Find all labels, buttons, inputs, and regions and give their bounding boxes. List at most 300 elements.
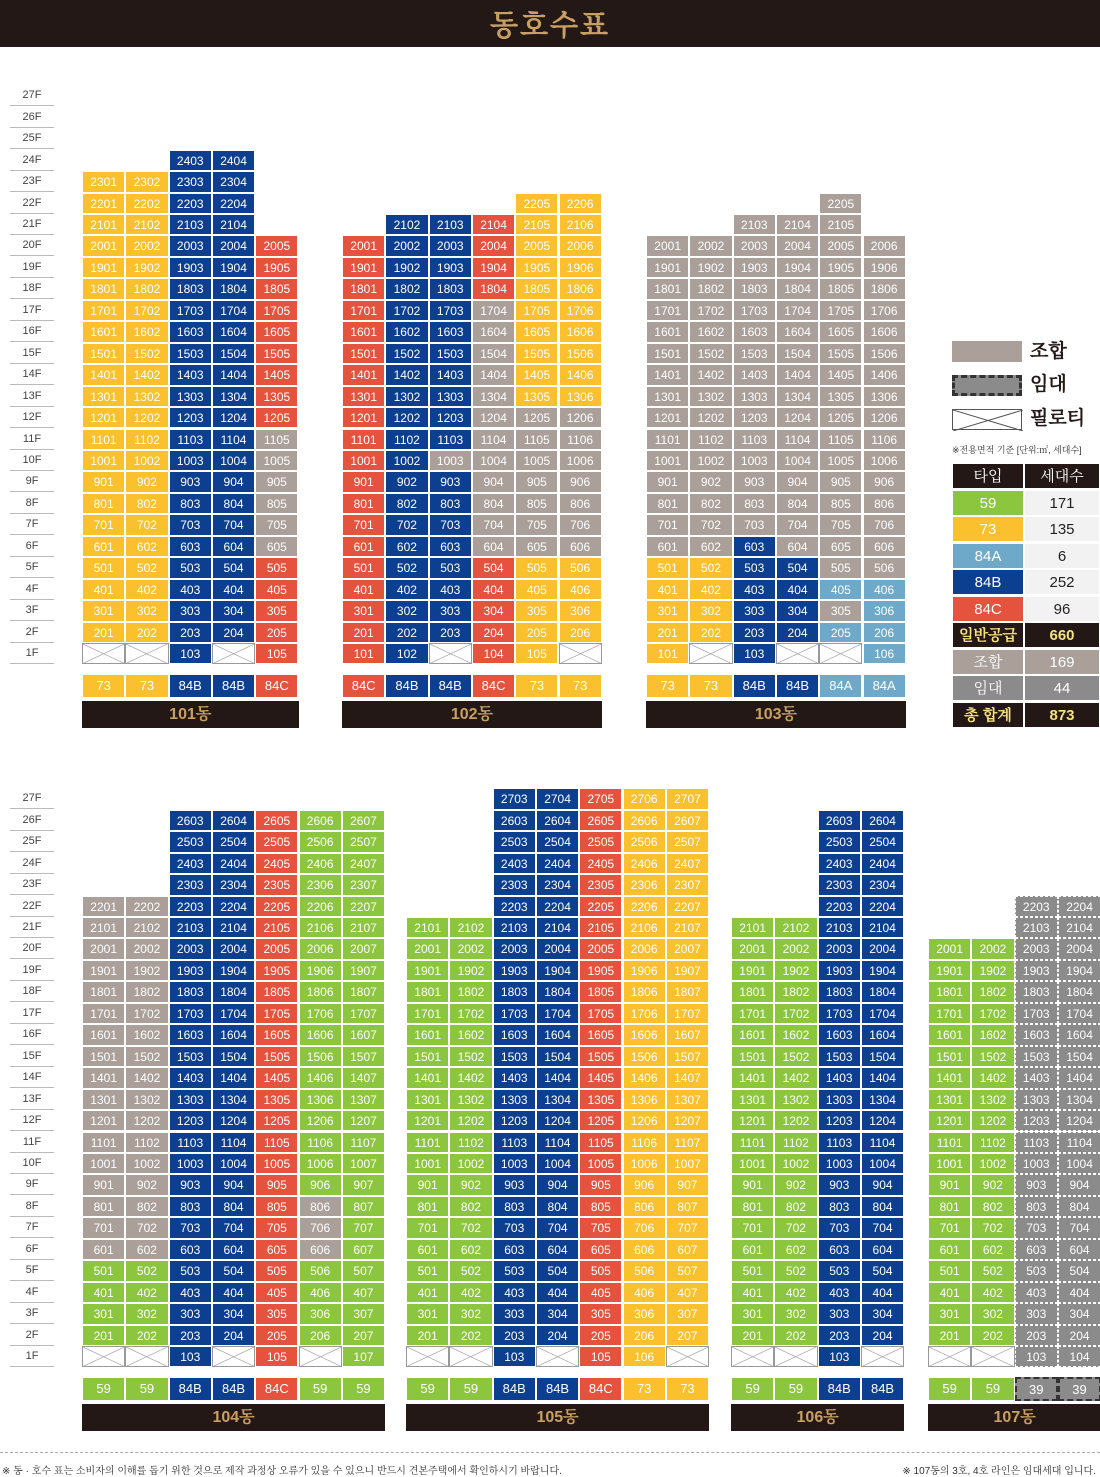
summary-count: 96 (1024, 596, 1100, 622)
unit-cell: 1405 (515, 364, 558, 385)
unit-cell: 1403 (818, 1067, 861, 1088)
unit-cell: 605 (255, 1239, 298, 1260)
unit-cell: 701 (82, 1217, 125, 1238)
unit-cell: 1706 (623, 1003, 666, 1024)
floor-label: 16F (10, 1024, 54, 1045)
unit-cell: 1301 (928, 1089, 971, 1110)
unit-cell: 701 (731, 1217, 774, 1238)
unit-cell: 2704 (536, 788, 579, 809)
unit-cell: 407 (666, 1282, 709, 1303)
unit-cell: 1406 (863, 364, 906, 385)
piloti-cell (536, 1346, 579, 1367)
unit-cell: 1202 (971, 1110, 1014, 1131)
unit-cell: 1006 (299, 1153, 342, 1174)
unit-cell: 1007 (666, 1153, 709, 1174)
unit-cell: 501 (928, 1260, 971, 1281)
unit-cell: 1803 (169, 278, 212, 299)
unit-cell: 1703 (1015, 1003, 1058, 1024)
piloti-icon (820, 644, 861, 663)
unit-cell: 1205 (255, 1110, 298, 1131)
unit-cell: 1406 (299, 1067, 342, 1088)
type-cell: 73 (646, 674, 689, 698)
summary-type: 조합 (952, 649, 1024, 675)
unit-cell: 606 (299, 1239, 342, 1260)
unit-cell: 802 (449, 1196, 492, 1217)
piloti-icon (953, 410, 1023, 431)
unit-cell: 1305 (255, 386, 298, 407)
unit-cell: 1503 (818, 1046, 861, 1067)
unit-cell: 801 (342, 493, 385, 514)
unit-cell: 607 (342, 1239, 385, 1260)
unit-cell: 1805 (515, 278, 558, 299)
unit-cell: 203 (429, 622, 472, 643)
floor-label: 1F (10, 1346, 54, 1367)
unit-cell: 1502 (385, 343, 428, 364)
unit-cell: 2404 (861, 853, 904, 874)
type-cell: 84C (472, 674, 515, 698)
unit-cell: 703 (818, 1217, 861, 1238)
unit-cell: 303 (169, 600, 212, 621)
unit-cell: 904 (861, 1174, 904, 1195)
unit-cell: 707 (666, 1217, 709, 1238)
unit-cell: 2002 (449, 938, 492, 959)
unit-cell: 1202 (125, 407, 168, 428)
unit-cell: 203 (1015, 1325, 1058, 1346)
unit-cell: 204 (861, 1325, 904, 1346)
piloti-cell (125, 643, 168, 664)
page-title: 동호수표 (489, 10, 611, 42)
unit-cell: 706 (299, 1217, 342, 1238)
unit-cell: 1902 (971, 960, 1014, 981)
unit-cell: 1501 (928, 1046, 971, 1067)
unit-cell: 304 (536, 1303, 579, 1324)
unit-cell: 803 (493, 1196, 536, 1217)
unit-cell: 2705 (579, 788, 622, 809)
unit-cell: 304 (861, 1303, 904, 1324)
unit-cell: 2104 (1058, 917, 1100, 938)
unit-cell: 1101 (82, 429, 125, 450)
unit-cell: 701 (646, 514, 689, 535)
type-cell: 73 (515, 674, 558, 698)
unit-cell: 2102 (774, 917, 817, 938)
unit-cell: 103 (818, 1346, 861, 1367)
unit-cell: 502 (125, 1260, 168, 1281)
floor-label: 20F (10, 938, 54, 959)
unit-cell: 1206 (299, 1110, 342, 1131)
unit-cell: 801 (82, 493, 125, 514)
piloti-cell (429, 643, 472, 664)
unit-cell: 2203 (169, 896, 212, 917)
floor-label: 16F (10, 321, 54, 342)
unit-cell: 1105 (255, 1132, 298, 1153)
unit-cell: 803 (1015, 1196, 1058, 1217)
unit-cell: 504 (212, 557, 255, 578)
unit-cell: 1704 (472, 300, 515, 321)
unit-cell: 1703 (733, 300, 776, 321)
unit-cell: 1102 (125, 429, 168, 450)
unit-cell: 1203 (493, 1110, 536, 1131)
unit-cell: 1601 (82, 1024, 125, 1045)
unit-cell: 503 (429, 557, 472, 578)
unit-cell: 1001 (342, 450, 385, 471)
type-cell: 84B (429, 674, 472, 698)
unit-cell: 505 (255, 1260, 298, 1281)
unit-cell: 2001 (406, 938, 449, 959)
unit-cell: 302 (385, 600, 428, 621)
unit-cell: 301 (406, 1303, 449, 1324)
floor-label: 2F (10, 1325, 54, 1346)
unit-cell: 302 (125, 1303, 168, 1324)
unit-cell: 2105 (579, 917, 622, 938)
unit-cell: 1402 (125, 364, 168, 385)
unit-cell: 702 (385, 514, 428, 535)
unit-cell: 1203 (169, 1110, 212, 1131)
building-name: 104동 (82, 1404, 385, 1431)
unit-cell: 806 (623, 1196, 666, 1217)
unit-cell: 1604 (212, 321, 255, 342)
summary-header (952, 463, 1100, 489)
unit-cell: 2204 (1058, 896, 1100, 917)
unit-cell: 1802 (971, 981, 1014, 1002)
unit-cell: 2204 (212, 193, 255, 214)
unit-cell: 903 (169, 1174, 212, 1195)
unit-cell: 303 (818, 1303, 861, 1324)
unit-cell: 1805 (255, 278, 298, 299)
unit-cell: 1104 (861, 1132, 904, 1153)
unit-cell: 902 (689, 471, 732, 492)
unit-cell: 801 (731, 1196, 774, 1217)
floor-label: 8F (10, 493, 54, 514)
unit-cell: 602 (449, 1239, 492, 1260)
unit-cell: 1602 (125, 1024, 168, 1045)
unit-cell: 703 (169, 514, 212, 535)
unit-cell: 1604 (536, 1024, 579, 1045)
unit-cell: 303 (493, 1303, 536, 1324)
unit-cell: 903 (493, 1174, 536, 1195)
type-cell: 84B (493, 1377, 536, 1401)
unit-cell: 1801 (646, 278, 689, 299)
summary-row (952, 675, 1100, 701)
unit-cell: 507 (666, 1260, 709, 1281)
unit-cell: 802 (385, 493, 428, 514)
unit-cell: 403 (493, 1282, 536, 1303)
unit-cell: 1905 (819, 257, 862, 278)
floor-label: 17F (10, 1003, 54, 1024)
unit-cell: 1002 (125, 1153, 168, 1174)
unit-cell: 1104 (472, 429, 515, 450)
unit-cell: 1404 (776, 364, 819, 385)
unit-cell: 1103 (1015, 1132, 1058, 1153)
unit-cell: 2103 (818, 917, 861, 938)
unit-cell: 1702 (689, 300, 732, 321)
unit-cell: 1606 (863, 321, 906, 342)
unit-cell: 2001 (82, 235, 125, 256)
unit-cell: 504 (776, 557, 819, 578)
unit-cell: 1802 (689, 278, 732, 299)
unit-cell: 1607 (342, 1024, 385, 1045)
unit-cell: 1302 (971, 1089, 1014, 1110)
type-cell: 73 (559, 674, 602, 698)
unit-cell: 403 (429, 579, 472, 600)
unit-cell: 1207 (342, 1110, 385, 1131)
unit-cell: 2703 (493, 788, 536, 809)
unit-cell: 206 (863, 622, 906, 643)
unit-cell: 2101 (406, 917, 449, 938)
summary-count: 44 (1024, 675, 1100, 701)
unit-cell: 1702 (971, 1003, 1014, 1024)
unit-cell: 1607 (666, 1024, 709, 1045)
unit-cell: 203 (169, 1325, 212, 1346)
unit-cell: 1304 (212, 386, 255, 407)
unit-cell: 1003 (169, 450, 212, 471)
unit-cell: 2005 (819, 235, 862, 256)
unit-cell: 603 (818, 1239, 861, 1260)
unit-cell: 904 (1058, 1174, 1100, 1195)
unit-cell: 1705 (255, 1003, 298, 1024)
type-cell: 84B (385, 674, 428, 698)
unit-cell: 705 (255, 1217, 298, 1238)
unit-cell: 207 (666, 1325, 709, 1346)
unit-cell: 701 (928, 1217, 971, 1238)
unit-cell: 2405 (255, 853, 298, 874)
floor-label: 22F (10, 193, 54, 214)
unit-cell: 1502 (689, 343, 732, 364)
unit-cell: 205 (255, 622, 298, 643)
unit-cell: 605 (579, 1239, 622, 1260)
unit-cell: 2105 (515, 214, 558, 235)
unit-cell: 1804 (212, 981, 255, 1002)
unit-cell: 602 (774, 1239, 817, 1260)
unit-cell: 1102 (385, 429, 428, 450)
unit-cell: 1302 (125, 1089, 168, 1110)
unit-cell: 701 (406, 1217, 449, 1238)
floor-label: 5F (10, 1260, 54, 1281)
summary-type: 73 (952, 516, 1024, 542)
unit-cell: 1403 (1015, 1067, 1058, 1088)
unit-cell: 206 (299, 1325, 342, 1346)
unit-cell: 2201 (82, 896, 125, 917)
unit-cell: 2604 (212, 810, 255, 831)
unit-cell: 2006 (299, 938, 342, 959)
unit-cell: 1203 (733, 407, 776, 428)
unit-cell: 1905 (255, 960, 298, 981)
unit-cell: 307 (666, 1303, 709, 1324)
unit-cell: 1906 (559, 257, 602, 278)
unit-cell: 1903 (1015, 960, 1058, 981)
floor-label: 10F (10, 450, 54, 471)
unit-cell: 504 (536, 1260, 579, 1281)
unit-cell: 1404 (212, 364, 255, 385)
unit-cell: 2503 (169, 831, 212, 852)
unit-cell: 903 (818, 1174, 861, 1195)
unit-cell: 207 (342, 1325, 385, 1346)
unit-cell: 706 (863, 514, 906, 535)
unit-cell: 804 (776, 493, 819, 514)
unit-cell: 306 (299, 1303, 342, 1324)
unit-cell: 1201 (82, 1110, 125, 1131)
unit-cell: 2005 (579, 938, 622, 959)
piloti-icon (83, 644, 124, 663)
unit-cell: 202 (385, 622, 428, 643)
piloti-cell (82, 1346, 125, 1367)
unit-cell: 803 (733, 493, 776, 514)
piloti-icon (777, 644, 818, 663)
unit-cell: 1102 (449, 1132, 492, 1153)
unit-cell: 1104 (776, 429, 819, 450)
unit-cell: 805 (579, 1196, 622, 1217)
unit-cell: 402 (125, 1282, 168, 1303)
unit-cell: 2205 (515, 193, 558, 214)
piloti-icon (300, 1347, 341, 1366)
summary-count: 873 (1024, 702, 1100, 728)
unit-cell: 1202 (689, 407, 732, 428)
unit-cell: 304 (472, 600, 515, 621)
piloti-cell (689, 643, 732, 664)
type-cell: 59 (82, 1377, 125, 1401)
unit-cell: 302 (689, 600, 732, 621)
unit-cell: 1004 (861, 1153, 904, 1174)
unit-cell: 2503 (818, 831, 861, 852)
unit-cell: 1306 (559, 386, 602, 407)
unit-cell: 1402 (689, 364, 732, 385)
unit-cell: 301 (82, 600, 125, 621)
unit-cell: 2003 (1015, 938, 1058, 959)
unit-cell: 502 (385, 557, 428, 578)
unit-cell: 803 (169, 1196, 212, 1217)
unit-cell: 1103 (429, 429, 472, 450)
unit-cell: 2204 (212, 896, 255, 917)
unit-cell: 1904 (536, 960, 579, 981)
unit-cell: 1602 (774, 1024, 817, 1045)
unit-cell: 1905 (579, 960, 622, 981)
summary-count: 6 (1024, 543, 1100, 569)
unit-cell: 2002 (125, 938, 168, 959)
unit-cell: 305 (579, 1303, 622, 1324)
unit-cell: 1206 (559, 407, 602, 428)
unit-cell: 805 (515, 493, 558, 514)
unit-cell: 1206 (863, 407, 906, 428)
unit-cell: 2406 (623, 853, 666, 874)
unit-cell: 1305 (515, 386, 558, 407)
unit-cell: 204 (776, 622, 819, 643)
floor-label: 25F (10, 831, 54, 852)
unit-cell: 1402 (774, 1067, 817, 1088)
unit-cell: 1004 (212, 450, 255, 471)
unit-cell: 2005 (515, 235, 558, 256)
unit-cell: 2101 (82, 917, 125, 938)
unit-cell: 1901 (928, 960, 971, 981)
unit-cell: 1004 (1058, 1153, 1100, 1174)
unit-cell: 1604 (212, 1024, 255, 1045)
unit-cell: 1205 (819, 407, 862, 428)
unit-cell: 1203 (169, 407, 212, 428)
unit-cell: 907 (666, 1174, 709, 1195)
unit-cell: 1002 (774, 1153, 817, 1174)
unit-cell: 1704 (776, 300, 819, 321)
piloti-icon (972, 1347, 1013, 1366)
unit-cell: 306 (863, 600, 906, 621)
unit-cell: 1906 (299, 960, 342, 981)
unit-cell: 1704 (536, 1003, 579, 1024)
unit-cell: 906 (623, 1174, 666, 1195)
unit-cell: 2007 (342, 938, 385, 959)
summary-type: 84A (952, 543, 1024, 569)
type-cell: 84B (169, 674, 212, 698)
floor-label: 26F (10, 810, 54, 831)
legend-piloti-label: 필로티 (1030, 408, 1086, 429)
unit-cell: 906 (863, 471, 906, 492)
unit-cell: 2606 (299, 810, 342, 831)
unit-cell: 1401 (406, 1067, 449, 1088)
unit-cell: 706 (623, 1217, 666, 1238)
unit-cell: 402 (971, 1282, 1014, 1303)
floor-label: 19F (10, 257, 54, 278)
floor-label: 3F (10, 1303, 54, 1324)
floor-label: 22F (10, 896, 54, 917)
unit-cell: 403 (818, 1282, 861, 1303)
unit-cell: 705 (255, 514, 298, 535)
unit-cell: 1701 (928, 1003, 971, 1024)
unit-cell: 2603 (493, 810, 536, 831)
unit-cell: 405 (255, 579, 298, 600)
unit-cell: 1901 (646, 257, 689, 278)
unit-cell: 704 (1058, 1217, 1100, 1238)
unit-cell: 1907 (666, 960, 709, 981)
unit-cell: 905 (819, 471, 862, 492)
unit-cell: 704 (212, 514, 255, 535)
unit-cell: 2001 (342, 235, 385, 256)
unit-cell: 401 (342, 579, 385, 600)
unit-cell: 1804 (212, 278, 255, 299)
unit-cell: 1204 (1058, 1110, 1100, 1131)
type-cell: 84C (255, 1377, 298, 1401)
unit-cell: 305 (255, 600, 298, 621)
unit-cell: 807 (666, 1196, 709, 1217)
unit-cell: 301 (928, 1303, 971, 1324)
summary-count: 169 (1024, 649, 1100, 675)
summary-header-type: 타입 (952, 463, 1024, 489)
unit-cell: 1306 (299, 1089, 342, 1110)
unit-cell: 803 (818, 1196, 861, 1217)
unit-cell: 1205 (579, 1110, 622, 1131)
unit-cell: 802 (689, 493, 732, 514)
unit-cell: 1605 (255, 321, 298, 342)
unit-cell: 1901 (406, 960, 449, 981)
piloti-cell (559, 643, 602, 664)
unit-cell: 1406 (559, 364, 602, 385)
unit-cell: 1505 (255, 1046, 298, 1067)
unit-cell: 1003 (429, 450, 472, 471)
unit-cell: 904 (536, 1174, 579, 1195)
unit-cell: 1801 (731, 981, 774, 1002)
unit-cell: 303 (1015, 1303, 1058, 1324)
unit-cell: 1103 (818, 1132, 861, 1153)
unit-cell: 1202 (385, 407, 428, 428)
unit-cell: 2002 (125, 235, 168, 256)
unit-cell: 607 (666, 1239, 709, 1260)
unit-cell: 206 (559, 622, 602, 643)
unit-cell: 1403 (493, 1067, 536, 1088)
unit-cell: 1401 (731, 1067, 774, 1088)
building-name: 105동 (406, 1404, 709, 1431)
unit-cell: 1303 (169, 1089, 212, 1110)
unit-cell: 1504 (1058, 1046, 1100, 1067)
unit-cell: 201 (82, 1325, 125, 1346)
unit-cell: 1705 (255, 300, 298, 321)
unit-cell: 1002 (125, 450, 168, 471)
unit-cell: 601 (82, 536, 125, 557)
piloti-icon (450, 1347, 491, 1366)
